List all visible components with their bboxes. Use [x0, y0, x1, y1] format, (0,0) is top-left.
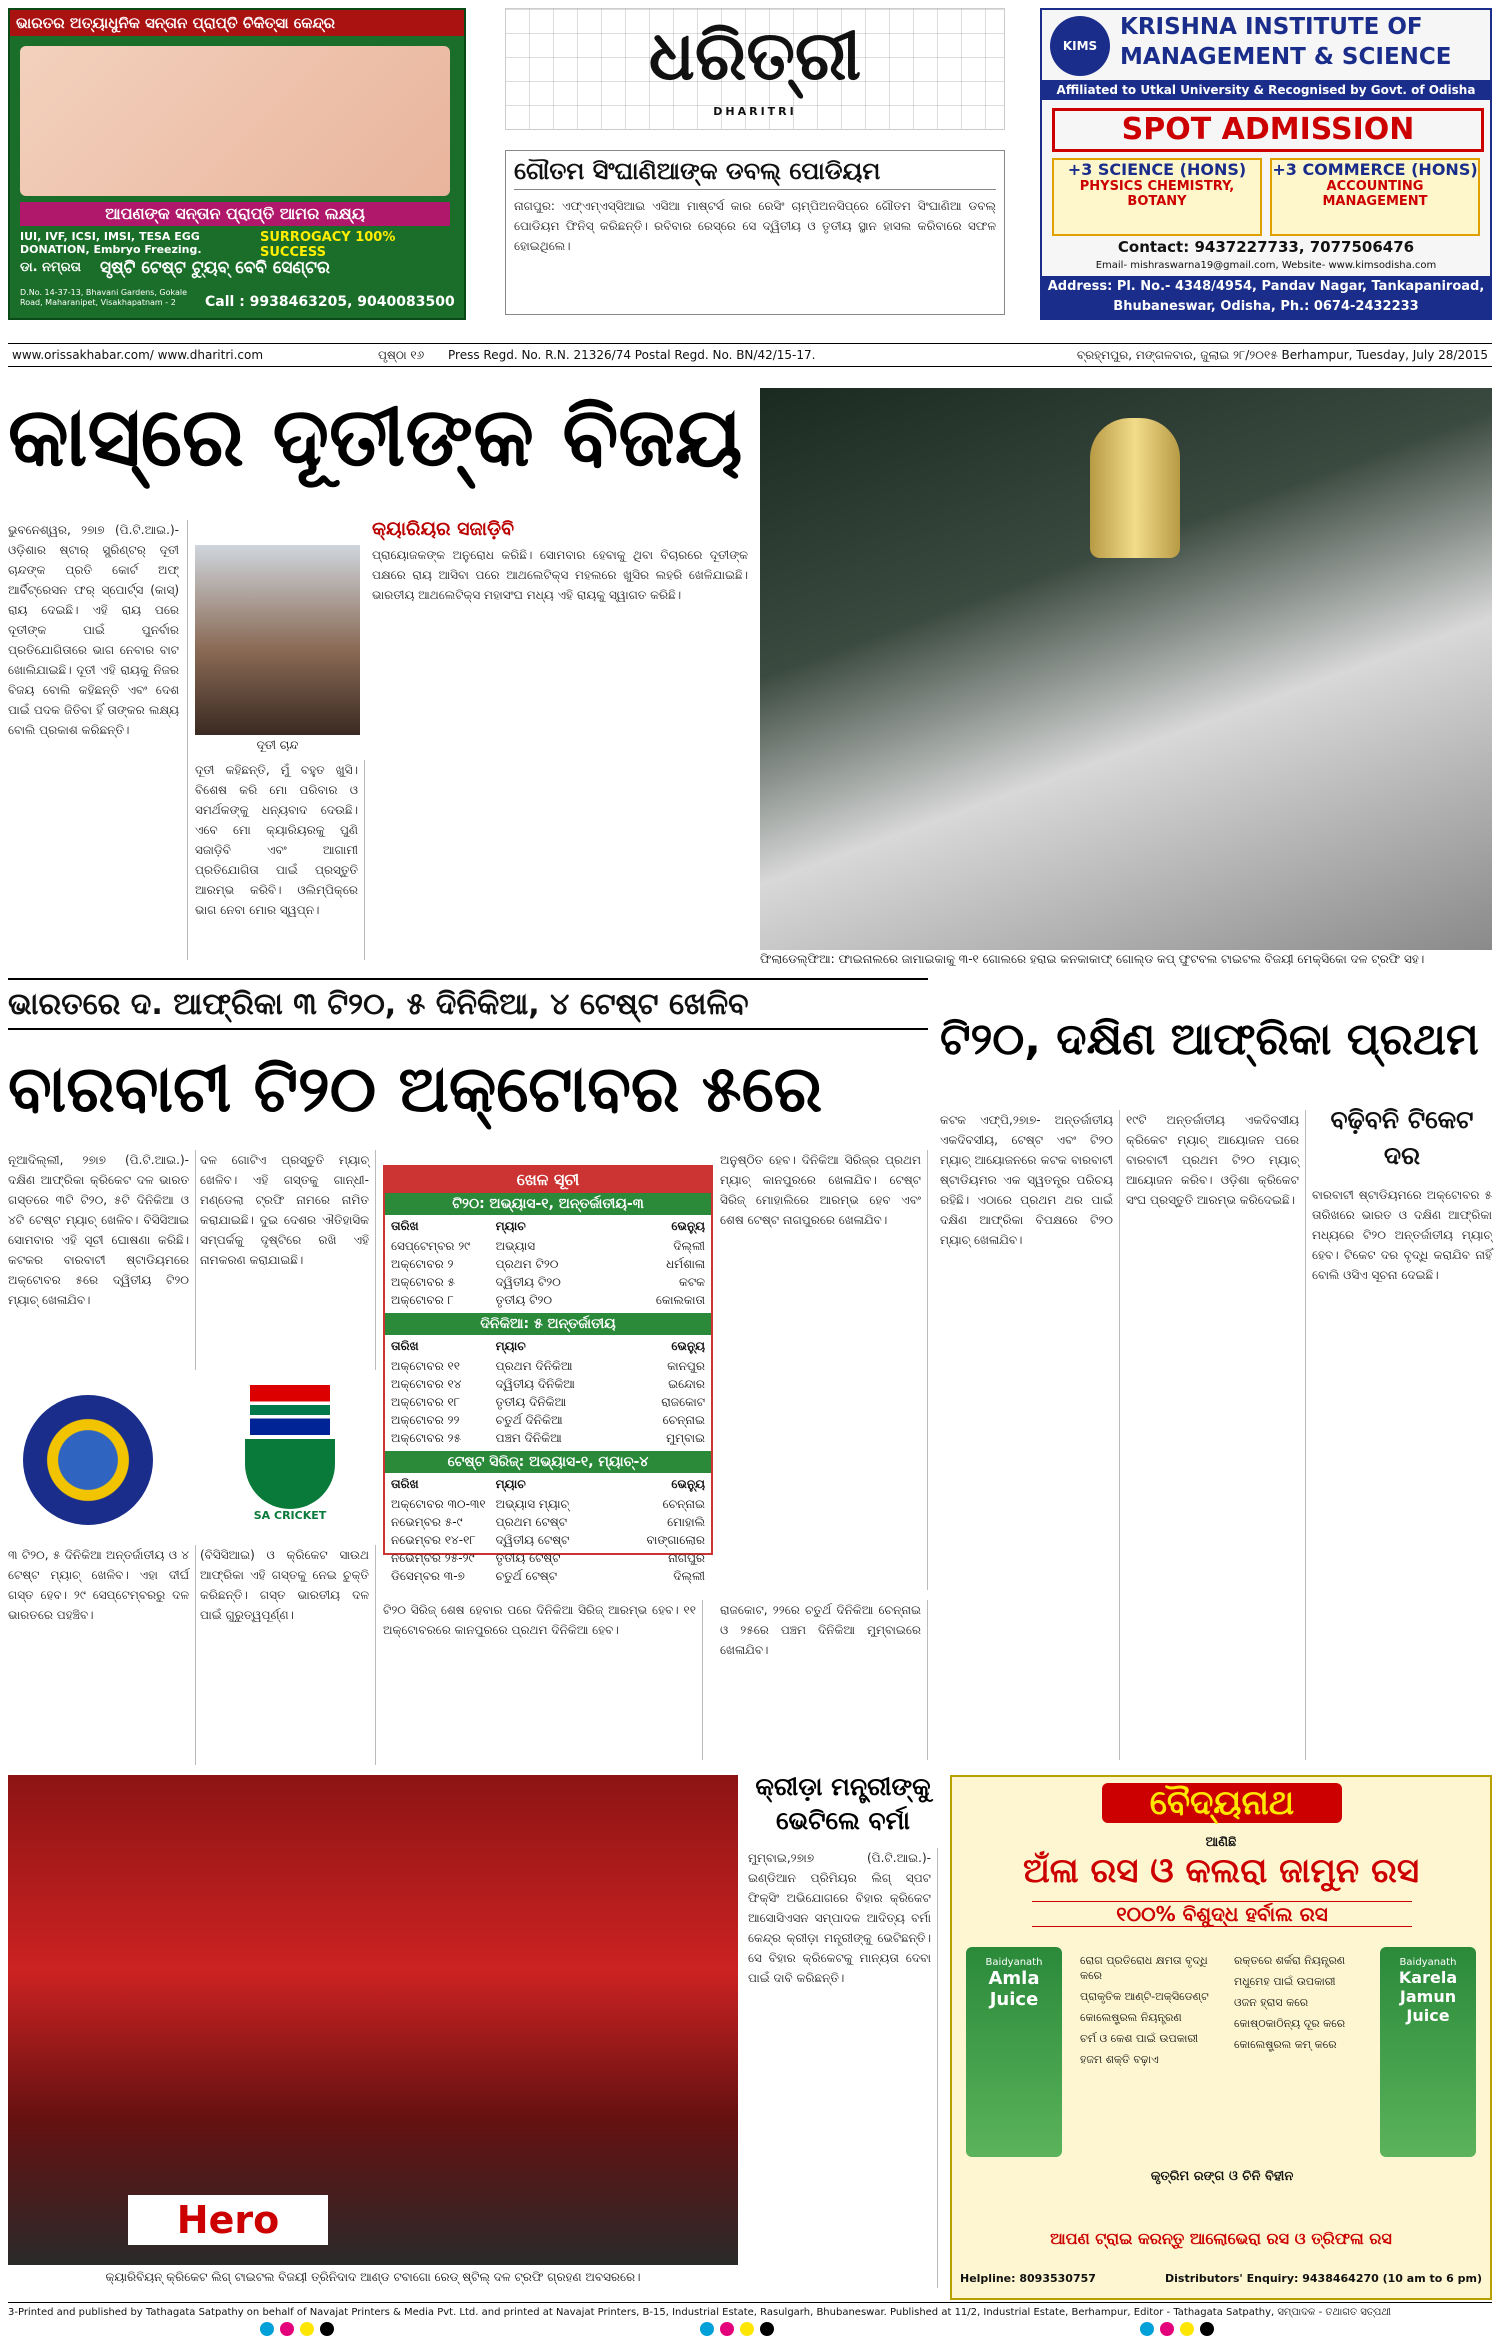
ad-fertility: [8, 8, 466, 320]
dateline-website: www.orissakhabar.com/ www.dharitri.com: [12, 348, 264, 362]
row-match: ତୃତୀୟ ଦିନିକିଆ: [495, 1395, 567, 1409]
benefit-item: କୋଲେଷ୍ଟ୍ରଲ ନିୟନ୍ତ୍ରଣ: [1080, 2011, 1182, 2024]
dateline: [8, 343, 1492, 367]
story1-col3: ପ୍ରାୟୋଜକଙ୍କ ଅନୁରୋଧ କରିଛି। ସୋମବାର ହେବାକୁ ଥିବା ବିଚାରରେ ଦୂତୀଙ୍କ ପକ୍ଷରେ ରାୟ ଆସିବା ପରେ ଆଥଲେଟିକ୍ସ ମହଲରେ ଖୁସିର ଲହରି ଖେଳିଯାଇଛି। ଭାରତୀୟ ଆଥଲେଟିକ୍ସ ମହାସଂଘ ମଧ୍ୟ ଏହି ରାୟକୁ ସ୍ୱାଗତ କରିଛି।: [372, 548, 748, 602]
row-date: ଅକ୍ଟୋବର ୮: [391, 1293, 454, 1307]
dutee-photo: [195, 545, 360, 735]
benefit-item: ପ୍ରାକୃତିକ ଆଣ୍ଟି-ଅକ୍ସିଡେଣ୍ଟ: [1080, 1990, 1209, 2003]
row-venue: ଦିଲ୍ଲୀ: [673, 1239, 706, 1253]
schedule-row: [385, 1273, 711, 1291]
ticket-headline: ବଢ଼ିବନି ଟିକେଟ ଦର: [1330, 1105, 1474, 1170]
schedule-row: [385, 1495, 711, 1513]
reg-mark-magenta: [280, 2322, 294, 2336]
karela-bottle-label: Karela Jamun Juice: [1398, 1968, 1458, 2025]
baidyanath-distributors: Distributors' Enquiry: 9438464270 (10 am to 6 pm): [1165, 2272, 1482, 2285]
bottle-brand-label: Baidyanath: [985, 1957, 1043, 1968]
header-match: ମ୍ୟାଚ: [495, 1477, 526, 1491]
kims-name1: KRISHNA INSTITUTE OF: [1120, 14, 1423, 40]
masthead-teaser: [505, 150, 1005, 315]
row-venue: ଦିଲ୍ଲୀ: [673, 1569, 706, 1583]
bcci-logo: [8, 1390, 168, 1530]
row-date: ଅକ୍ଟୋବର ୩୦-୩୧: [391, 1497, 486, 1511]
story1-col1: ଭୁବନେଶ୍ୱର, ୨୭ା୭ (ପି.ଟି.ଆଇ.)- ଓଡ଼ିଶାର ଷ୍ଟାର୍ ସ୍ପ୍ରିଣ୍ଟର୍ ଦୂତୀ ଚାନ୍ଦଙ୍କ ପ୍ରତି କୋର୍ଟ ଅଫ୍ ଆର୍ବିଟ୍ରେସନ ଫର୍ ସ୍ପୋର୍ଟ୍ସ (କାସ୍) ରାୟ ଦେଇଛି। ଏହି ରାୟ ପରେ ଦୂତୀଙ୍କ ପାଇଁ ପୁନର୍ବାର ପ୍ରତିଯୋଗିତାରେ ଭାଗ ନେବାର ବାଟ ଖୋଲିଯାଇଛି। ଦୂତୀ ଏହି ରାୟକୁ ନିଜର ବିଜୟ ବୋଲି କହିଛନ୍ତି ଏବଂ ଦେଶ ପାଇଁ ପଦକ ଜିତିବା ହିଁ ତାଙ୍କର ଲକ୍ଷ୍ୟ ବୋଲି ପ୍ରକାଶ କରିଛନ୍ତି।: [8, 520, 188, 960]
row-match: ପଞ୍ଚମ ଦିନିକିଆ: [495, 1431, 562, 1445]
row-venue: ବାଙ୍ଗାଲୋର: [646, 1533, 706, 1547]
header-match: ମ୍ୟାଚ: [495, 1339, 526, 1353]
ticket-body: ବାରବାଟୀ ଷ୍ଟାଡିୟମରେ ଅକ୍ଟୋବର ୫ ତାରିଖରେ ଭାରତ ଓ ଦକ୍ଷିଣ ଆଫ୍ରିକା ମଧ୍ୟରେ ଟି୨୦ ଅନ୍ତର୍ଜାତୀୟ ମ୍ୟାଚ୍ ହେବ। ଟିକେଟ ଦର ବୃଦ୍ଧି କରାଯିବ ନାହିଁ ବୋଲି ଓସିଏ ସୂଚନା ଦେଇଛି।: [1312, 1188, 1492, 1282]
story1-headline: କାସ୍‌ରେ ଦୂତୀଙ୍କ ବିଜୟ: [8, 390, 743, 485]
reg-mark-magenta: [1160, 2322, 1174, 2336]
row-venue: ନାଗପୁର: [668, 1551, 706, 1565]
baidyanath-pure: ୧୦୦% ବିଶୁଦ୍ଧ ହର୍ବାଲ ରସ: [1032, 1901, 1412, 1927]
dutee-photo-caption: ଦୂତୀ ଚାନ୍ଦ: [256, 738, 299, 752]
cricket-lower-col2: (ବିସିସିଆଇ) ଓ କ୍ରିକେଟ ସାଉଥ ଆଫ୍ରିକା ଏହି ଗସ୍ତକୁ ନେଇ ଚୁକ୍ତି କରିଛନ୍ତି। ଗସ୍ତ ଭାରତୀୟ ଦଳ ପାଇଁ ଗୁରୁତ୍ୱପୂର୍ଣ୍ଣ।: [200, 1545, 376, 1765]
karela-benefits: [1224, 1953, 1374, 2058]
schedule-row: [385, 1531, 711, 1549]
row-venue: ଧର୍ମଶାଳା: [666, 1257, 706, 1271]
reg-mark-cyan: [1140, 2322, 1154, 2336]
row-match: ପ୍ରଥମ ଟି୨୦: [495, 1257, 559, 1271]
reg-mark-magenta: [720, 2322, 734, 2336]
cricket-headline: ବାରବାଟୀ ଟି୨୦ ଅକ୍ଟୋବର ୫ରେ: [8, 1053, 823, 1127]
row-date: ଅକ୍ଟୋବର ୨୨: [391, 1413, 460, 1427]
kims-affiliation: Affiliated to Utkal University & Recognised by Govt. of Odisha: [1042, 80, 1490, 100]
row-date: ଅକ୍ଟୋବର ୧୪: [391, 1377, 462, 1391]
baby-image: [20, 46, 450, 196]
reg-mark-cyan: [700, 2322, 714, 2336]
baidyanath-helpline: Helpline: 8093530757: [960, 2272, 1096, 2285]
row-date: ନଭେମ୍ବର ୧୪-୧୮: [391, 1533, 476, 1547]
schedule-row: [385, 1357, 711, 1375]
sa-cricket-logo: [210, 1385, 370, 1535]
schedule-t20-title: ଟି୨୦: ଅଭ୍ୟାସ-୧, ଅନ୍ତର୍ଜାତୀୟ-୩: [385, 1193, 711, 1215]
cricket-banner: ଭାରତରେ ଦ. ଆଫ୍ରିକା ୩ ଟି୨୦, ୫ ଦିନିକିଆ, ୪ ଟେଷ୍ଟ ଖେଳିବ: [8, 978, 928, 1030]
row-venue: କଟକ: [678, 1275, 706, 1289]
teaser-headline: ଗୌତମ ସିଂଘାଣିଆଙ୍କ ଡବଲ୍ ପୋଡିୟମ: [514, 157, 996, 190]
row-match: ତୃତୀୟ ଟି୨୦: [495, 1293, 553, 1307]
registration-marks: [0, 2322, 1500, 2335]
baidyanath-footer: ଆପଣ ଟ୍ରାଇ କରନ୍ତୁ ଆଲୋଭେରା ରସ ଓ ତ୍ରିଫଳା ରସ: [1050, 2229, 1392, 2248]
row-date: ସେପ୍ଟେମ୍ବର ୨୯: [391, 1239, 471, 1253]
cricket-col1: ନୂଆଦିଲ୍ଲୀ, ୨୭ା୭ (ପି.ଟି.ଆଇ.)- ଦକ୍ଷିଣ ଆଫ୍ରିକା କ୍ରିକେଟ ଦଳ ଭାରତ ଗସ୍ତରେ ୩ଟି ଟି୨୦, ୫ଟି ଦିନିକିଆ ଓ ୪ଟି ଟେଷ୍ଟ ମ୍ୟାଚ୍ ଖେଳିବ। ବିସିସିଆଇ ସୋମବାର ଏହି ସୂଚୀ ଘୋଷଣା କରିଛି। କଟକର ବାରବାଟୀ ଷ୍ଟାଡିୟମରେ ଅକ୍ଟୋବର ୫ରେ ଦ୍ୱିତୀୟ ଟି୨୦ ମ୍ୟାଚ୍ ଖେଳାଯିବ।: [8, 1150, 196, 1370]
reg-mark-black: [320, 2322, 334, 2336]
header-date: ତାରିଖ: [391, 1339, 419, 1353]
schedule-test-header: [385, 1473, 711, 1495]
schedule-row: [385, 1237, 711, 1255]
story3-col1: କଟକ ଏଫ୍‌ପି,୨୭ା୭- ଅନ୍ତର୍ଜାତୀୟ ଏକଦିବସୀୟ, ଟେଷ୍ଟ ଏବଂ ଟି୨୦ ମ୍ୟାଚ୍ ଆୟୋଜନରେ କଟକ ବାରବାଟୀ ଷ୍ଟାଡିୟମର ଏକ ସ୍ୱତନ୍ତ୍ର ପରିଚୟ ରହିଛି। ଏଠାରେ ପ୍ରଥମ ଥର ପାଇଁ ଦକ୍ଷିଣ ଆଫ୍ରିକା ବିପକ୍ଷରେ ଟି୨୦ ମ୍ୟାଚ୍ ଖେଳାଯିବ।: [940, 1110, 1120, 1760]
mexico-gold-cup-photo: [760, 388, 1492, 950]
header-match: ମ୍ୟାଚ: [495, 1219, 526, 1233]
dateline-regd: Press Regd. No. R.N. 21326/74 Postal Regd. No. BN/42/15-17.: [448, 348, 816, 362]
baidyanath-sub: ଆଣିଛି: [1205, 1835, 1237, 1850]
kims-com-title: +3 COMMERCE (HONS): [1272, 160, 1478, 179]
row-date: ଅକ୍ଟୋବର ୫: [391, 1275, 455, 1289]
row-match: ଅଭ୍ୟାସ: [495, 1239, 536, 1253]
story1-col2: ଦୂତୀ କହିଛନ୍ତି, ମୁଁ ବହୁତ ଖୁସି। ବିଶେଷ କରି ମୋ ପରିବାର ଓ ସମର୍ଥକଙ୍କୁ ଧନ୍ୟବାଦ ଦେଉଛି। ଏବେ ମୋ କ୍ୟାରିୟରକୁ ପୁଣି ସଜାଡ଼ିବି ଏବଂ ଆଗାମୀ ପ୍ରତିଯୋଗିତା ପାଇଁ ପ୍ରସ୍ତୁତି ଆରମ୍ଭ କରିବି। ଓଲିମ୍ପିକ୍‌ରେ ଭାଗ ନେବା ମୋର ସ୍ୱପ୍ନ।: [195, 760, 365, 960]
bottle-brand-label: Baidyanath: [1399, 1957, 1457, 1968]
story4-headline: କ୍ରୀଡ଼ା ମନ୍ତ୍ରୀଙ୍କୁ ଭେଟିଲେ ବର୍ମା: [755, 1772, 931, 1835]
benefit-item: ହଜମ ଶକ୍ତି ବଢ଼ାଏ: [1080, 2053, 1159, 2066]
cpl-photo: [8, 1775, 738, 2265]
karela-bottle: [1380, 1947, 1476, 2157]
sa-cricket-label: SA CRICKET: [253, 1509, 327, 1522]
schedule-row: [385, 1291, 711, 1309]
row-date: ଅକ୍ଟୋବର ୧୮: [391, 1395, 461, 1409]
teaser-body: ନାଗପୁର: ଏଫ୍ଏମ୍ଏସ୍‌ସିଆଇ ଏସିଆ ମାଷ୍ଟର୍ସ କାର ରେସିଂ ଚାମ୍ପିଅନସିପ୍‌ରେ ଗୌତମ ସିଂଘାଣିଆ ଡବଲ୍ ପୋଡିୟମ ଫିନିସ୍ କରିଛନ୍ତି। ରବିବାର ରେସ୍‌ରେ ସେ ଦ୍ୱିତୀୟ ଓ ତୃତୀୟ ସ୍ଥାନ ହାସଲ କରିବାରେ ସଫଳ ହୋଇଥିଲେ।: [514, 199, 996, 253]
schedule-odi-header: [385, 1335, 711, 1357]
ad-fertility-services: IUI, IVF, ICSI, IMSI, TESA EGG DONATION, Embryo Freezing.: [20, 230, 202, 256]
kims-commerce-box: [1270, 158, 1480, 236]
header-date: ତାରିଖ: [391, 1219, 419, 1233]
masthead: [505, 8, 1005, 320]
reg-mark-black: [760, 2322, 774, 2336]
row-venue: କାନପୁର: [667, 1359, 706, 1373]
schedule-row: [385, 1255, 711, 1273]
row-date: ଅକ୍ଟୋବର ୨୫: [391, 1431, 461, 1445]
row-date: ଅକ୍ଟୋବର ୨: [391, 1257, 454, 1271]
amla-bottle-label: Amla Juice: [988, 1968, 1040, 2010]
kims-science-box: [1052, 158, 1262, 236]
baidyanath-products: ଅଁଳା ରସ ଓ କଲରା ଜାମୁନ ରସ: [1022, 1851, 1420, 1891]
bcci-emblem-icon: [23, 1395, 153, 1525]
masthead-logo: [505, 8, 1005, 130]
ad-kims: [1040, 8, 1492, 320]
benefit-item: କୋଲେଷ୍ଟ୍ରଲ କମ୍ କରେ: [1234, 2038, 1337, 2051]
imprint: 3-Printed and published by Tathagata Satpathy on behalf of Navajat Printers & Media Pvt. Ltd. and printed at Navajat Printers, B-15, Industrial Estate, Rasulgarh, Bhubaneswar. Published at 11/2, Industrial Estate, Berhampur, Editor - Tathagata Satpathy, ସମ୍ପାଦକ - ତଥାଗତ ସତ୍ପଥୀ: [8, 2302, 1492, 2320]
row-date: ନଭେମ୍ବର ୨୫-୨୯: [391, 1551, 475, 1565]
amla-bottle: [966, 1947, 1062, 2157]
row-venue: ଚେନ୍ନାଇ: [662, 1413, 706, 1427]
schedule-row: [385, 1429, 711, 1447]
schedule-row: [385, 1375, 711, 1393]
cricket-lower-col3: ଟି୨୦ ସିରିଜ୍ ଶେଷ ହେବାର ପରେ ଦିନିକିଆ ସିରିଜ୍ ଆରମ୍ଭ ହେବ। ୧୧ ଅକ୍ଟୋବରରେ କାନପୁରରେ ପ୍ରଥମ ଦିନିକିଆ ହେବ।: [383, 1600, 703, 1760]
row-venue: ରାଜକୋଟ: [661, 1395, 706, 1409]
mexico-photo-caption: ଫିଲାଡେଲ୍‌ଫିଆ: ଫାଇନାଲରେ ଜାମାଇକାକୁ ୩-୧ ଗୋଲରେ ହରାଇ କନକାକାଫ୍ ଗୋଲ୍ଡ କପ୍ ଫୁଟବଲ ଟାଇଟଲ ବିଜୟୀ ମେକ୍ସିକୋ ଦଳ ଟ୍ରଫି ସହ।: [760, 952, 1425, 966]
ad-fertility-doctor: ଡା. ନମ୍ରତା: [20, 260, 81, 275]
header-venue: ଭେନ୍ୟୁ: [671, 1219, 706, 1233]
kims-logo-icon: KIMS: [1050, 16, 1110, 76]
reg-mark-cyan: [260, 2322, 274, 2336]
row-match: ପ୍ରଥମ ଟେଷ୍ଟ: [495, 1515, 568, 1529]
ad-fertility-call: Call : 9938463205, 9040083500: [205, 294, 455, 310]
schedule-title: ଖେଳ ସୂଚୀ: [385, 1167, 711, 1193]
row-venue: ଚେନ୍ନାଇ: [662, 1497, 706, 1511]
schedule-row: [385, 1513, 711, 1531]
masthead-logo-text: ଧରିତ୍ରୀ: [648, 17, 862, 96]
sa-flag-icon: [250, 1385, 330, 1435]
row-match: ତୃତୀୟ ଟେଷ୍ଟ: [495, 1551, 561, 1565]
kims-email: Email- mishraswarna19@gmail.com, Website- www.kimsodisha.com: [1095, 260, 1437, 271]
ad-fertility-centre: ସୃଷ୍ଟି ଟେଷ୍ଟ ଟ୍ୟୁବ୍ ବେବି ସେଣ୍ଟର: [100, 258, 330, 278]
kims-contact: Contact: 9437227733, 7077506476: [1117, 238, 1415, 256]
ad-fertility-title: ଭାରତର ଅତ୍ୟାଧୁନିକ ସନ୍ତାନ ପ୍ରାପ୍ତି ଚିକିତ୍ସା କେନ୍ଦ୍ର: [10, 10, 464, 36]
benefit-item: ଓଜନ ହ୍ରାସ କରେ: [1234, 1996, 1309, 2009]
story3-headline: ଟି୨୦, ଦକ୍ଷିଣ ଆଫ୍ରିକା ପ୍ରଥମ: [940, 1014, 1479, 1065]
ad-baidyanath: [950, 1775, 1492, 2300]
sa-shield-icon: [245, 1439, 335, 1509]
dateline-page: ପୃଷ୍ଠା ୧୬: [378, 348, 425, 362]
kims-sci-title: +3 SCIENCE (HONS): [1067, 160, 1247, 179]
kims-com-body: ACCOUNTING MANAGEMENT: [1322, 179, 1428, 209]
kims-spot: SPOT ADMISSION: [1052, 108, 1484, 152]
header-date: ତାରିଖ: [391, 1477, 419, 1491]
story3-col2: ୧୯ଟି ଅନ୍ତର୍ଜାତୀୟ ଏକଦିବସୀୟ କ୍ରିକେଟ ମ୍ୟାଚ୍ ଆୟୋଜନ ପରେ ବାରବାଟୀ ପ୍ରଥମ ଟି୨୦ ମ୍ୟାଚ୍ ଆୟୋଜନ କରିବ। ଓଡ଼ିଶା କ୍ରିକେଟ ସଂଘ ପ୍ରସ୍ତୁତି ଆରମ୍ଭ କରିଦେଇଛି।: [1126, 1110, 1306, 1760]
baidyanath-tagline: କୃତ୍ରିମ ରଙ୍ଗ ଓ ଚିନି ବିହୀନ: [1150, 2169, 1294, 2184]
schedule-row: [385, 1393, 711, 1411]
kims-sci-body: PHYSICS CHEMISTRY, BOTANY: [1079, 179, 1235, 209]
row-match: ଦ୍ୱିତୀୟ ଟେଷ୍ଟ: [495, 1533, 570, 1547]
hero-logo: Hero: [128, 2195, 328, 2245]
ad-fertility-address: D.No. 14-37-13, Bhavani Gardens, Gokale Road, Maharanipet, Visakhapatnam - 2: [20, 288, 188, 307]
benefit-item: ମଧୁମେହ ପାଇଁ ଉପକାରୀ: [1234, 1975, 1336, 1988]
schedule-row: [385, 1567, 711, 1585]
baidyanath-brand: ବୈଦ୍ୟନାଥ: [1102, 1783, 1342, 1823]
schedule-table: [383, 1165, 713, 1583]
schedule-t20-header: [385, 1215, 711, 1237]
reg-mark-yellow: [740, 2322, 754, 2336]
header-venue: ଭେନ୍ୟୁ: [671, 1339, 706, 1353]
reg-mark-yellow: [1180, 2322, 1194, 2336]
row-match: ଅଭ୍ୟାସ ମ୍ୟାଚ୍: [495, 1497, 570, 1511]
row-match: ଚତୁର୍ଥ ଟେଷ୍ଟ: [495, 1569, 558, 1583]
ad-fertility-tagline: ଆପଣଙ୍କ ସନ୍ତାନ ପ୍ରାପ୍ତି ଆମର ଲକ୍ଷ୍ୟ: [20, 202, 450, 226]
ad-fertility-surrogacy: SURROGACY 100% SUCCESS: [260, 230, 396, 260]
benefit-item: ରୋଗ ପ୍ରତିରୋଧ କ୍ଷମତା ବୃଦ୍ଧି କରେ: [1080, 1954, 1208, 1982]
schedule-test-rows: [385, 1495, 711, 1585]
cpl-photo-caption: କ୍ୟାରିବିୟନ୍ କ୍ରିକେଟ ଲିଗ୍ ଟାଇଟଲ ବିଜୟୀ ତ୍ରିନିଦାଦ ଆଣ୍ଡ ଟବାଗୋ ରେଡ୍ ଷ୍ଟିଲ୍ ଦଳ ଟ୍ରଫି ଗ୍ରହଣ ଅବସରରେ।: [105, 2270, 641, 2284]
row-match: ଚତୁର୍ଥ ଦିନିକିଆ: [495, 1413, 563, 1427]
row-match: ଦ୍ୱିତୀୟ ଟି୨୦: [495, 1275, 561, 1289]
benefit-item: କୋଷ୍ଠକାଠିନ୍ୟ ଦୂର କରେ: [1234, 2017, 1346, 2030]
trophy-icon: [1090, 418, 1180, 558]
cricket-lower-col4: ରାଜକୋଟ, ୨୨ରେ ଚତୁର୍ଥ ଦିନିକିଆ ଚେନ୍ନାଇ ଓ ୨୫ରେ ପଞ୍ଚମ ଦିନିକିଆ ମୁମ୍ବାଇରେ ଖେଳାଯିବ।: [720, 1600, 928, 1760]
schedule-row: [385, 1411, 711, 1429]
schedule-t20-rows: [385, 1237, 711, 1309]
benefit-item: ରକ୍ତରେ ଶର୍କରା ନିୟନ୍ତ୍ରଣ: [1234, 1954, 1346, 1967]
row-venue: କୋଲକାତା: [655, 1293, 706, 1307]
schedule-odi-rows: [385, 1357, 711, 1447]
kims-address: Address: Pl. No.- 4348/4954, Pandav Nagar, Tankapaniroad, Bhubaneswar, Odisha, Ph.: 0674-2432233: [1042, 276, 1490, 318]
schedule-row: [385, 1549, 711, 1567]
story1-subhead: କ୍ୟାରିୟର ସଜାଡ଼ିବି: [372, 518, 515, 540]
row-date: ନଭେମ୍ବର ୫-୯: [391, 1515, 463, 1529]
row-venue: ମୋହାଲି: [667, 1515, 706, 1529]
kims-name2: MANAGEMENT & SCIENCE: [1120, 44, 1452, 70]
reg-mark-black: [1200, 2322, 1214, 2336]
row-match: ପ୍ରଥମ ଦିନିକିଆ: [495, 1359, 573, 1373]
story4-body: ମୁମ୍ବାଇ,୨୭ା୭ (ପି.ଟି.ଆଇ.)- ଇଣ୍ଡିଆନ ପ୍ରିମିୟର ଲିଗ୍ ସ୍ପଟ ଫିକ୍ସିଂ ଅଭିଯୋଗରେ ବିହାର କ୍ରିକେଟ ଆସୋସିଏସନ ସମ୍ପାଦକ ଆଦିତ୍ୟ ବର୍ମା କେନ୍ଦ୍ର କ୍ରୀଡ଼ା ମନ୍ତ୍ରୀଙ୍କୁ ଭେଟିଛନ୍ତି। ସେ ବିହାର କ୍ରିକେଟକୁ ମାନ୍ୟତା ଦେବା ପାଇଁ ଦାବି କରିଛନ୍ତି।: [748, 1848, 938, 2288]
reg-mark-yellow: [300, 2322, 314, 2336]
schedule-odi-title: ଦିନିକିଆ: ୫ ଅନ୍ତର୍ଜାତୀୟ: [385, 1313, 711, 1335]
row-match: ଦ୍ୱିତୀୟ ଦିନିକିଆ: [495, 1377, 575, 1391]
header-venue: ଭେନ୍ୟୁ: [671, 1477, 706, 1491]
row-date: ଡିସେମ୍ବର ୩-୭: [391, 1569, 465, 1583]
row-venue: ମୁମ୍ବାଇ: [666, 1431, 706, 1445]
cricket-lower-col1: ୩ ଟି୨୦, ୫ ଦିନିକିଆ ଅନ୍ତର୍ଜାତୀୟ ଓ ୪ ଟେଷ୍ଟ ମ୍ୟାଚ୍ ଖେଳିବ। ଏହା ଦୀର୍ଘ ଗସ୍ତ ହେବ। ୨୯ ସେପ୍ଟେମ୍ବରରୁ ଦଳ ଭାରତରେ ପହଞ୍ଚିବ।: [8, 1545, 196, 1765]
schedule-test-title: ଟେଷ୍ଟ ସିରିଜ୍: ଅଭ୍ୟାସ-୧, ମ୍ୟାଚ୍-୪: [385, 1451, 711, 1473]
row-venue: ଇନ୍ଦୋର: [668, 1377, 706, 1391]
dateline-date: ବ୍ରହ୍ମପୁର, ମଙ୍ଗଳବାର, ଜୁଲାଇ ୨୮/୨୦୧୫ Berhampur, Tuesday, July 28/2015: [1076, 348, 1488, 362]
masthead-logo-sub: DHARITRI: [713, 105, 797, 118]
amla-benefits: [1070, 1953, 1220, 2073]
benefit-item: ଚର୍ମ ଓ କେଶ ପାଇଁ ଉପକାରୀ: [1080, 2032, 1199, 2045]
cricket-col2: ଦଳ ଗୋଟିଏ ପ୍ରସ୍ତୁତି ମ୍ୟାଚ୍ ଖେଳିବ। ଏହି ଗସ୍ତକୁ ଗାନ୍ଧୀ-ମଣ୍ଡେଲା ଟ୍ରଫି ନାମରେ ନାମିତ କରାଯାଇଛି। ଦୁଇ ଦେଶର ଐତିହାସିକ ସମ୍ପର୍କକୁ ଦୃଷ୍ଟିରେ ରଖି ଏହି ନାମକରଣ କରାଯାଇଛି।: [200, 1150, 376, 1370]
cricket-col3: ଅନୁଷ୍ଠିତ ହେବ। ଦିନିକିଆ ସିରିଜ୍‌ର ପ୍ରଥମ ମ୍ୟାଚ୍ କାନପୁରରେ ଖେଳାଯିବ। ଟେଷ୍ଟ ସିରିଜ୍ ମୋହାଲିରେ ଆରମ୍ଭ ହେବ ଏବଂ ଶେଷ ଟେଷ୍ଟ ନାଗପୁରରେ ଖେଳାଯିବ।: [720, 1150, 928, 1590]
row-date: ଅକ୍ଟୋବର ୧୧: [391, 1359, 460, 1373]
